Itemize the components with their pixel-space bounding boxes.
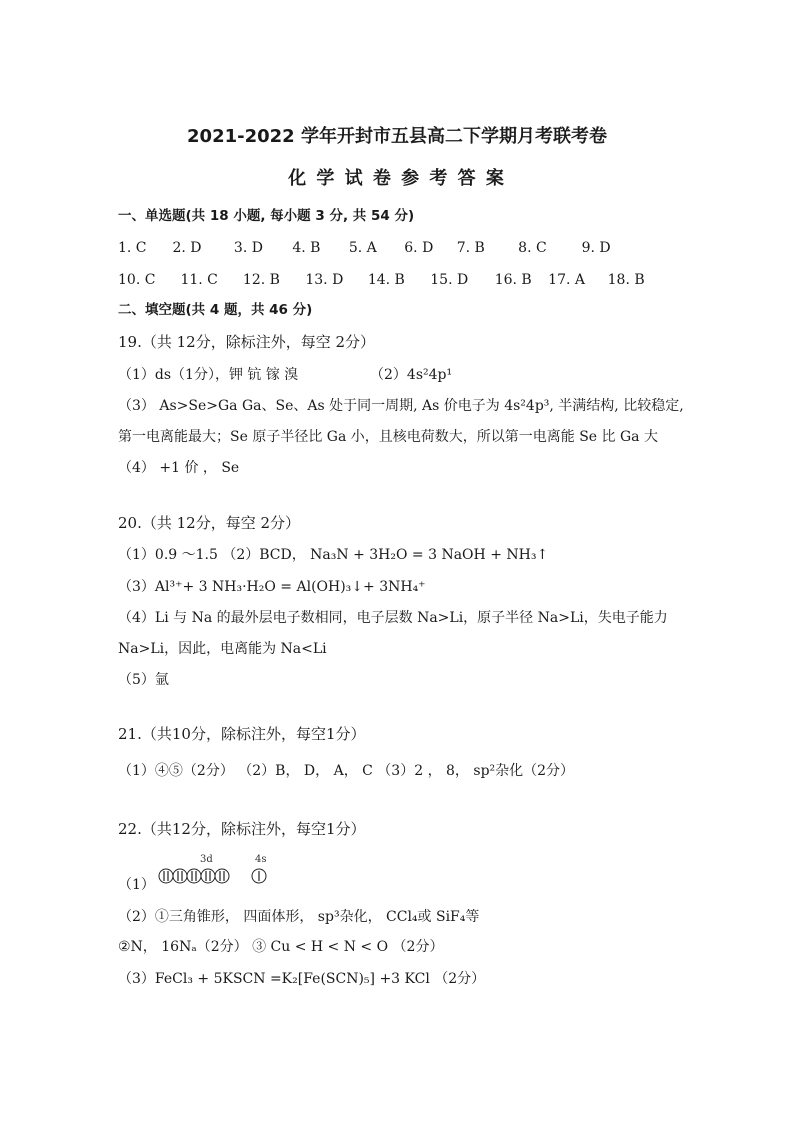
orbital-3d-3 bbox=[187, 869, 201, 883]
q21-heading: 21.（共10分，除标注外，每空1分） bbox=[118, 725, 366, 743]
q19-heading: 19.（共 12分，除标注外，每空 2分） bbox=[118, 333, 376, 351]
mc-row-2 bbox=[118, 271, 645, 289]
q20-part1-2: （1）0.9 ～1.5 （2）BCD， Na₃N + 3H₂O = 3 NaOH + NH₃↑ bbox=[118, 547, 549, 563]
orbital-3d-4 bbox=[201, 869, 215, 883]
answer-8: 8. C bbox=[518, 240, 547, 256]
q22-part1-label: （1） bbox=[118, 877, 155, 893]
answer-12: 12. B bbox=[242, 272, 280, 288]
answer-13: 13. D bbox=[305, 272, 344, 288]
q19-part4: （4） +1 价 ， Se bbox=[118, 460, 240, 476]
answer-5: 5. A bbox=[348, 240, 377, 256]
q22-part3: （3）FeCl₃ + 5KSCN =K₂[Fe(SCN)₅] +3 KCl （2分） bbox=[118, 971, 486, 987]
q20-heading: 20.（共 12分，每空 2分） bbox=[118, 514, 301, 532]
section1-heading: 一、单选题(共 18 小题, 每小题 3 分, 共 54 分) bbox=[118, 208, 415, 224]
answer-7: 7. B bbox=[456, 240, 485, 256]
answer-9: 9. D bbox=[581, 240, 611, 256]
q19-part3-line2: 第一电离能最大；Se 原子半径比 Ga 小，且核电荷数大，所以第一电离能 Se 比 Ga 大 bbox=[118, 429, 658, 445]
answer-18: 18. B bbox=[607, 272, 645, 288]
exam-title: 2021-2022 学年开封市五县高二下学期月考联考卷 bbox=[187, 126, 607, 147]
q20-part4-line1: （4）Li 与 Na 的最外层电子数相同，电子层数 Na>Li，原子半径 Na>Li，失电子能力 bbox=[118, 610, 668, 626]
mc-row-1 bbox=[118, 239, 611, 257]
q22-heading: 22.（共12分，除标注外，每空1分） bbox=[118, 820, 366, 838]
q20-part4-line2: Na>Li，因此，电离能为 Na<Li bbox=[118, 641, 327, 657]
section2-heading: 二、填空题(共 4 题，共 46 分) bbox=[118, 302, 313, 318]
q22-part2-line1: （2）①三角锥形， 四面体形， sp³杂化， CCl₄或 SiF₄等 bbox=[118, 909, 480, 925]
q19-part3-line1: （3） As>Se>Ga Ga、Se、As 处于同一周期, As 价电子为 4s²4p³, 半满结构, 比较稳定, bbox=[118, 398, 684, 414]
answer-11: 11. C bbox=[180, 272, 218, 288]
q19-part2: （2）4s²4p¹ bbox=[370, 367, 453, 383]
q21-answers: （1）④⑤（2分） （2）B， D， A， C （3）2 ， 8， sp²杂化（2分） bbox=[118, 763, 575, 779]
q20-part5: （5）氩 bbox=[118, 672, 169, 688]
orbital-3d-5 bbox=[215, 869, 229, 883]
orbital-label-3d: 3d bbox=[200, 854, 213, 865]
q22-part2-line2: ②N， 16Nₐ（2分） ③ Cu < H < N < O （2分） bbox=[118, 939, 444, 955]
q19-part1: （1）ds（1分），钾 钪 镓 溴 bbox=[118, 367, 299, 383]
orbital-diagram bbox=[158, 852, 288, 892]
answer-10: 10. C bbox=[118, 272, 156, 288]
answer-1: 1. C bbox=[118, 240, 147, 256]
answer-4: 4. B bbox=[292, 240, 321, 256]
orbital-3d-1 bbox=[159, 869, 173, 883]
answer-14: 14. B bbox=[367, 272, 405, 288]
answer-3: 3. D bbox=[233, 240, 263, 256]
q20-part3: （3）Al³⁺+ 3 NH₃·H₂O = Al(OH)₃↓+ 3NH₄⁺ bbox=[118, 579, 426, 595]
orbital-label-4s: 4s bbox=[255, 854, 267, 865]
answer-17: 17. A bbox=[548, 272, 585, 288]
answer-15: 15. D bbox=[430, 272, 469, 288]
orbital-3d-2 bbox=[173, 869, 187, 883]
exam-subtitle: 化 学 试 卷 参 考 答 案 bbox=[288, 168, 506, 189]
answer-6: 6. D bbox=[404, 240, 434, 256]
answer-16: 16. B bbox=[494, 272, 532, 288]
answer-2: 2. D bbox=[172, 240, 202, 256]
